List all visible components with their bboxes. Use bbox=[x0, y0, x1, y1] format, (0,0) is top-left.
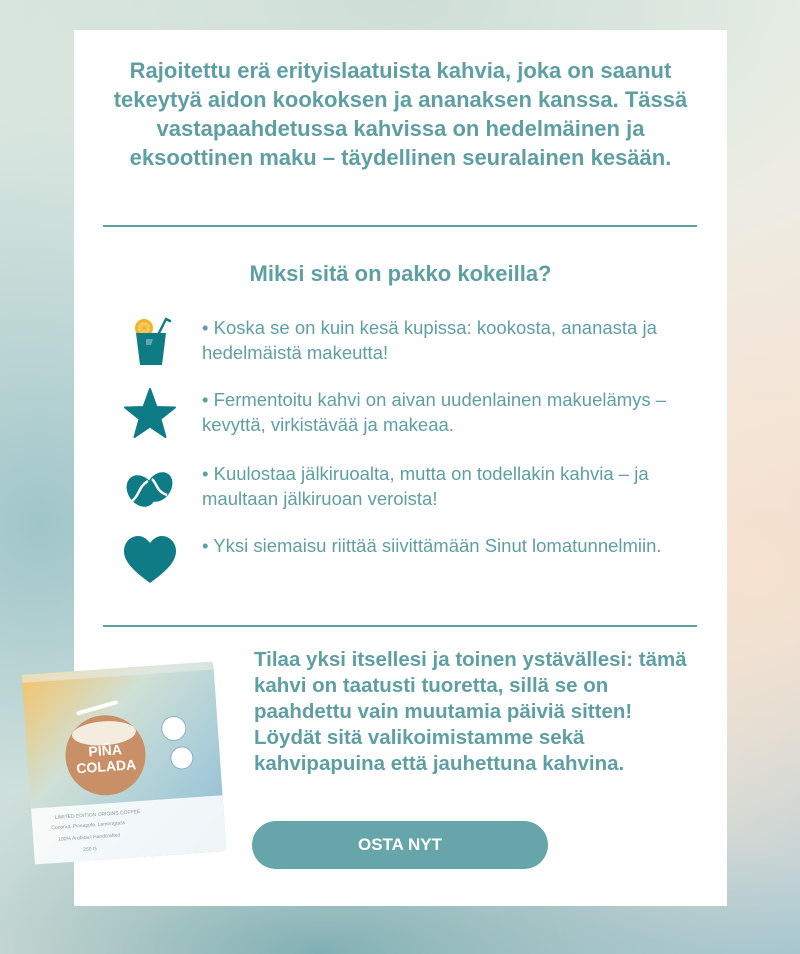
divider-top bbox=[103, 225, 697, 227]
feature-item bbox=[122, 461, 682, 521]
cta-text: Tilaa yksi itsellesi ja toinen ystävällesi: tämä kahvi on taatusti tuoretta, sillä se on paahdettu vain muutamia päiviä sitten! Löydät sitä valikoimistamme sekä kahvipapuina että jauhettuna kahvina. bbox=[254, 648, 687, 775]
product-weight: 250 G bbox=[83, 846, 98, 854]
feature-text: • Fermentoitu kahvi on aivan uudenlainen makuelämys – kevyttä, virkistävää ja makeaa. bbox=[202, 389, 667, 435]
star-icon bbox=[122, 387, 178, 443]
product-notes: Coconut, Pineapple, Lemongrass bbox=[51, 820, 126, 832]
coffee-beans-icon bbox=[122, 461, 178, 517]
section-title: Miksi sitä on pakko kokeilla? bbox=[249, 261, 552, 286]
feature-item bbox=[122, 315, 682, 375]
product-name-line2: COLADA bbox=[75, 756, 137, 777]
product-name-line1: PIÑA bbox=[87, 741, 123, 760]
divider-bottom bbox=[103, 625, 697, 627]
feature-item bbox=[122, 533, 682, 593]
feature-text: • Yksi siemaisu riittää siivittämään Sinut lomatunnelmiin. bbox=[202, 535, 662, 556]
feature-item bbox=[122, 387, 682, 447]
feature-text: • Kuulostaa jälkiruoalta, mutta on todellakin kahvia – ja maultaan jälkiruoan veroista! bbox=[202, 463, 649, 509]
product-edition: LIMITED EDITION ORIGINS COFFEE bbox=[54, 808, 141, 821]
heart-icon bbox=[122, 533, 178, 589]
product-spec: 100% Arabica | Handcrafted bbox=[57, 832, 121, 843]
intro-text: Rajoitettu erä erityislaatuista kahvia, joka on saanut tekeytyä aidon kookoksen ja ananaksen kanssa. Tässä vastapaahdetussa kahvissa on hedelmäinen ja eksoottinen maku – täydellinen seuralainen kesään. bbox=[113, 58, 688, 170]
feature-text: • Koska se on kuin kesä kupissa: kookosta, ananasta ja hedelmäistä makeutta! bbox=[202, 317, 657, 363]
drink-glass-icon bbox=[122, 315, 178, 371]
product-bag-image[interactable] bbox=[17, 655, 230, 868]
buy-now-button[interactable]: OSTA NYT bbox=[252, 821, 548, 869]
